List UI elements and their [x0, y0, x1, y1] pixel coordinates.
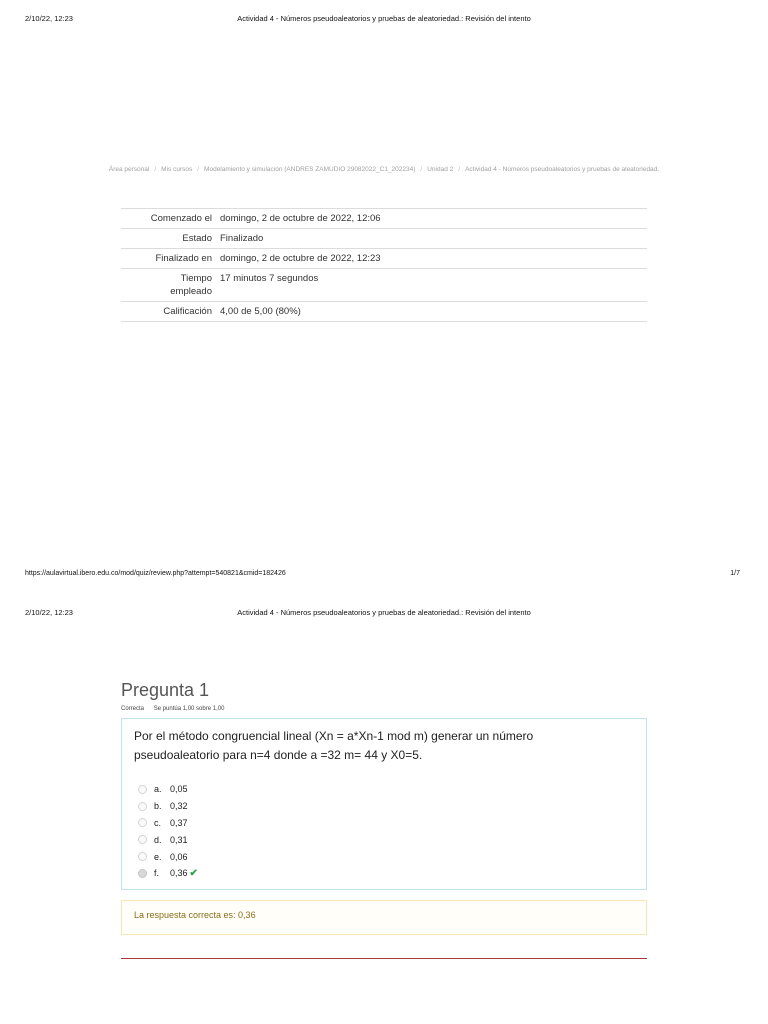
- print-header-page-1: [0, 14, 768, 26]
- answer-option[interactable]: [138, 815, 198, 832]
- breadcrumb-item-course[interactable]: Modelamiento y simulación (ANDRES ZAMUDIO 29082022_C1_202234): [204, 166, 416, 173]
- answer-option[interactable]: [138, 831, 198, 848]
- summary-row-state: [121, 229, 647, 249]
- print-footer-page-1: [0, 570, 768, 582]
- correct-answer-feedback: [121, 900, 647, 935]
- summary-label: Calificación: [163, 306, 212, 317]
- answer-letter: b.: [154, 801, 162, 812]
- section-divider: [121, 958, 647, 959]
- answer-list: [138, 781, 198, 882]
- summary-label: Finalizado en: [155, 253, 212, 264]
- summary-value: Finalizado: [220, 233, 264, 244]
- question-state: Correcta: [121, 706, 145, 712]
- summary-value: domingo, 2 de octubre de 2022, 12:23: [220, 253, 381, 264]
- breadcrumb-separator: /: [197, 166, 200, 173]
- answer-letter: d.: [154, 834, 162, 845]
- breadcrumb-item-actividad[interactable]: Actividad 4 - Números pseudoaleatorios y pruebas de aleatoriedad.: [465, 166, 660, 173]
- breadcrumb-item-area-personal[interactable]: Área personal: [108, 166, 150, 173]
- summary-label: Comenzado el: [150, 213, 212, 224]
- correct-check-icon: ✔: [189, 867, 198, 879]
- print-date: 2/10/22, 12:23: [25, 14, 73, 23]
- summary-row-started: [121, 209, 647, 229]
- question-grade: Se puntúa 1,00 sobre 1,00: [153, 706, 225, 712]
- answer-value: 0,06: [170, 851, 188, 862]
- print-document-title: Actividad 4 - Números pseudoaleatorios y pruebas de aleatoriedad.: Revisión del intento: [237, 14, 531, 23]
- answer-value: 0,37: [170, 817, 188, 828]
- print-header-page-2: [0, 608, 768, 620]
- answer-option[interactable]: [138, 798, 198, 815]
- answer-option[interactable]: [138, 848, 198, 865]
- answer-value: 0,36: [170, 868, 188, 879]
- answer-letter: a.: [154, 784, 162, 795]
- print-document-title: Actividad 4 - Números pseudoaleatorios y pruebas de aleatoriedad.: Revisión del intento: [237, 608, 531, 617]
- breadcrumb-separator: /: [458, 166, 461, 173]
- print-page-number: 1/7: [730, 570, 740, 577]
- question-title: Pregunta 1: [121, 680, 210, 700]
- breadcrumb: [0, 166, 768, 173]
- attempt-summary-table: [121, 208, 647, 322]
- answer-value: 0,32: [170, 801, 188, 812]
- question-status: [121, 706, 224, 712]
- page-break: [0, 592, 768, 593]
- summary-row-finished: [121, 249, 647, 269]
- answer-value: 0,31: [170, 834, 188, 845]
- print-date: 2/10/22, 12:23: [25, 608, 73, 617]
- summary-value: domingo, 2 de octubre de 2022, 12:06: [220, 213, 381, 224]
- summary-label: Estado: [182, 233, 212, 244]
- answer-letter: e.: [154, 851, 162, 862]
- answer-value: 0,05: [170, 784, 188, 795]
- answer-letter: f.: [154, 868, 160, 879]
- breadcrumb-separator: /: [154, 166, 157, 173]
- summary-value: 17 minutos 7 segundos: [220, 273, 319, 284]
- radio-button[interactable]: [138, 818, 147, 827]
- answer-option[interactable]: [138, 781, 198, 798]
- question-content: [121, 718, 647, 890]
- feedback-text: La respuesta correcta es: 0,36: [134, 910, 256, 920]
- breadcrumb-separator: /: [420, 166, 423, 173]
- question-text: Por el método congruencial lineal (Xn = a*Xn-1 mod m) generar un número pseudoaleatorio para n=4 donde a =32 m= 44 y X0=5.: [134, 729, 534, 762]
- summary-value: 4,00 de 5,00 (80%): [220, 306, 301, 317]
- breadcrumb-item-mis-cursos[interactable]: Mis cursos: [161, 166, 193, 173]
- summary-row-grade: [121, 302, 647, 322]
- radio-button[interactable]: [138, 802, 147, 811]
- radio-button[interactable]: [138, 852, 147, 861]
- summary-label: Tiempo empleado: [170, 273, 212, 297]
- print-url: https://aulavirtual.ibero.edu.co/mod/quiz/review.php?attempt=540821&cmid=182426: [25, 570, 286, 577]
- answer-option-selected[interactable]: [138, 865, 198, 882]
- radio-button[interactable]: [138, 785, 147, 794]
- breadcrumb-item-unidad[interactable]: Unidad 2: [427, 166, 454, 173]
- radio-button-checked[interactable]: [138, 869, 147, 878]
- answer-letter: c.: [154, 817, 162, 828]
- summary-row-time-taken: [121, 269, 647, 302]
- radio-button[interactable]: [138, 835, 147, 844]
